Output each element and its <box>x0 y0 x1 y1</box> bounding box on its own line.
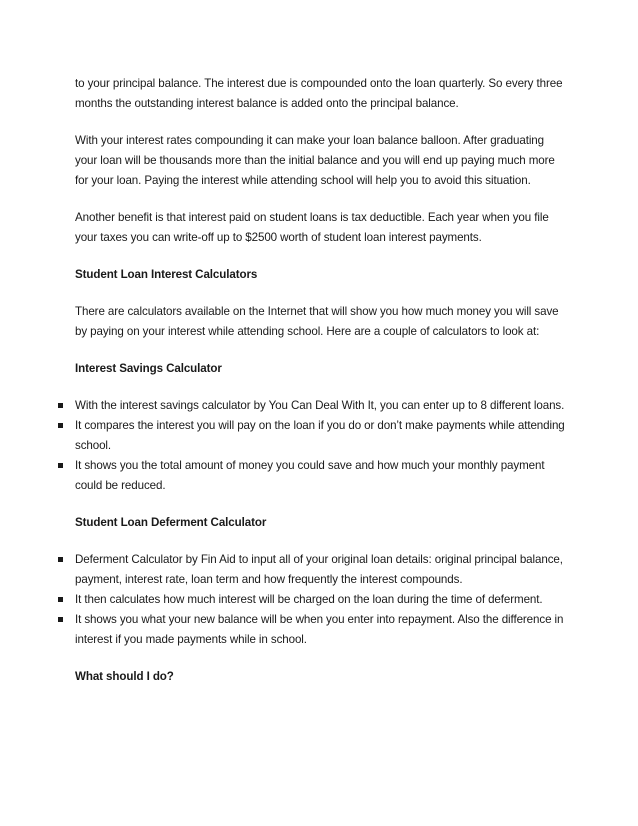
deferment-bullet-list <box>75 550 565 650</box>
list-item <box>75 396 565 416</box>
heading-interest-savings: Interest Savings Calculator <box>75 362 222 375</box>
savings-bullet-list <box>75 396 565 496</box>
list-item-text: It shows you what your new balance will be when you enter into repayment. Also the difference in interest if you made payments while in school. <box>75 613 564 646</box>
square-bullet-icon <box>58 423 63 428</box>
list-item <box>75 550 565 590</box>
square-bullet-icon <box>58 557 63 562</box>
list-item-text: It compares the interest you will pay on the loan if you do or don’t make payments while attending school. <box>75 419 565 452</box>
square-bullet-icon <box>58 463 63 468</box>
list-item-text: Deferment Calculator by Fin Aid to input all of your original loan details: original principal balance, payment, interest rate, loan term and how frequently the interest compounds. <box>75 553 563 586</box>
page-body <box>75 74 565 704</box>
paragraph-calculators-intro: There are calculators available on the Internet that will show you how much money you will save by paying on your interest while attending school. Here are a couple of calculators to look at: <box>75 305 559 338</box>
list-item-text: It then calculates how much interest will be charged on the loan during the time of deferment. <box>75 593 543 606</box>
list-item <box>75 456 565 496</box>
paragraph-tax-deductible: Another benefit is that interest paid on student loans is tax deductible. Each year when you file your taxes you can write-off up to $2500 worth of student loan interest payments. <box>75 211 549 244</box>
list-item <box>75 416 565 456</box>
list-item <box>75 610 565 650</box>
heading-deferment: Student Loan Deferment Calculator <box>75 516 267 529</box>
paragraph-compounding-intro: to your principal balance. The interest due is compounded onto the loan quarterly. So every three months the outstanding interest balance is added onto the principal balance. <box>75 77 563 110</box>
list-item-text: With the interest savings calculator by You Can Deal With It, you can enter up to 8 different loans. <box>75 399 565 412</box>
square-bullet-icon <box>58 403 63 408</box>
paragraph-balloon: With your interest rates compounding it can make your loan balance balloon. After graduating your loan will be thousands more than the initial balance and you will end up paying much more for your loan. Paying the interest while attending school will help you to avoid this situation. <box>75 134 555 187</box>
list-item-text: It shows you the total amount of money you could save and how much your monthly payment could be reduced. <box>75 459 545 492</box>
square-bullet-icon <box>58 617 63 622</box>
heading-what-should-i-do: What should I do? <box>75 670 174 683</box>
heading-calculators: Student Loan Interest Calculators <box>75 268 258 281</box>
square-bullet-icon <box>58 597 63 602</box>
list-item <box>75 590 565 610</box>
